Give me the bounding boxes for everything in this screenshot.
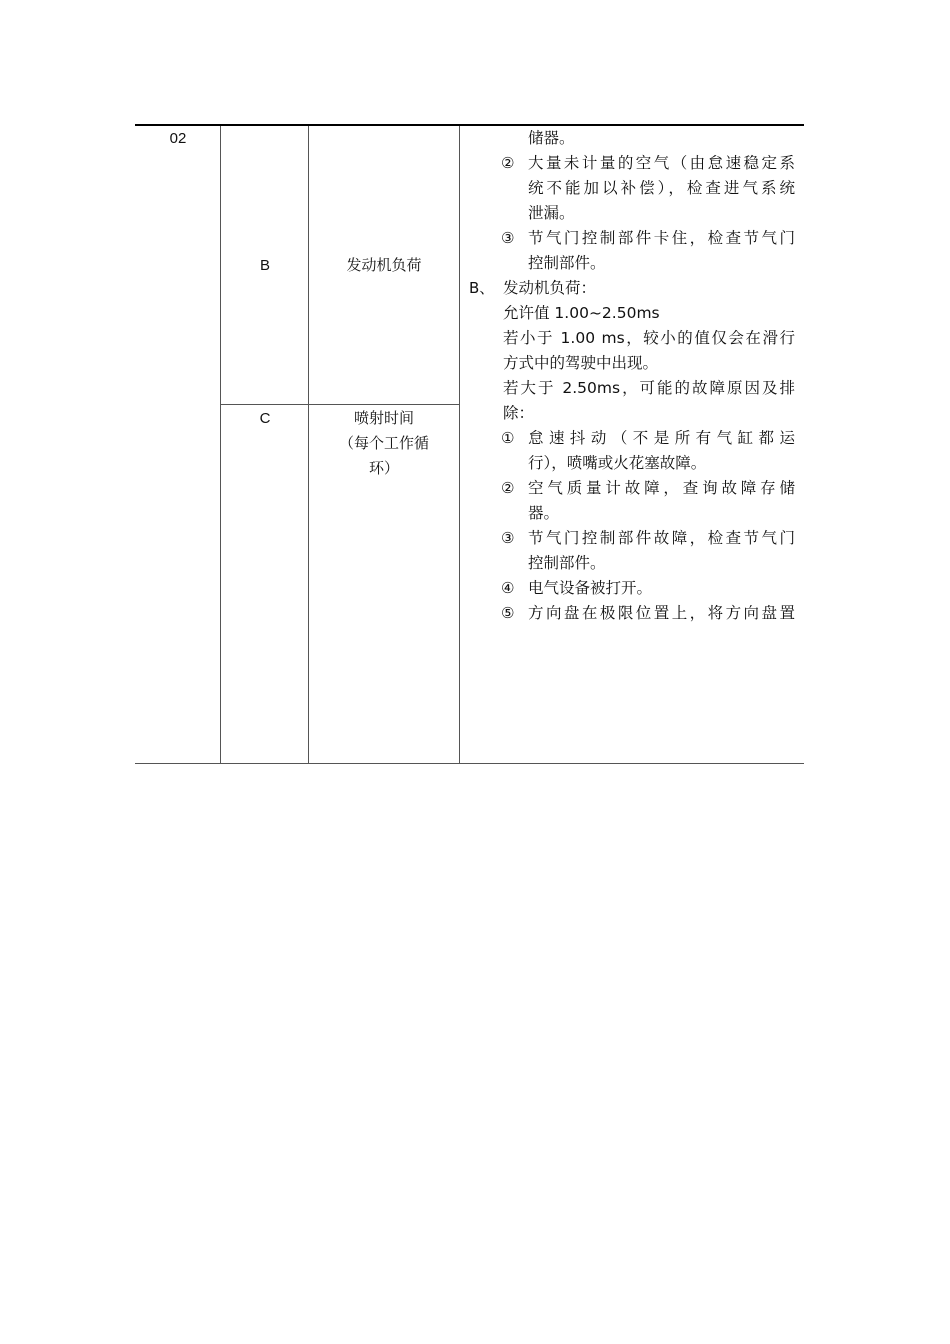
column-divider	[308, 126, 309, 763]
list-marker: ③	[501, 229, 515, 247]
list-marker: ①	[501, 429, 515, 447]
description-line: 储器。	[528, 129, 575, 147]
item-name-c-line: 喷射时间	[353, 409, 414, 427]
item-name-c	[310, 406, 458, 481]
list-marker: ③	[501, 529, 515, 547]
description-line: 方式中的驾驶中出现。	[503, 354, 659, 372]
item-name-c-line: （每个工作循	[338, 434, 429, 452]
column-divider	[459, 126, 460, 763]
description-line: 怠速抖动（不是所有气缸都运	[528, 429, 795, 447]
description-line: 行），喷嘴或火花塞故障。	[528, 454, 707, 472]
description-line: 统不能加以补偿），检查进气系统	[528, 179, 795, 197]
row-number: 02	[169, 130, 187, 147]
description-line: 电气设备被打开。	[528, 579, 653, 597]
description-line: 若小于 1.00 ms，较小的值仅会在滑行	[503, 329, 795, 347]
description-line: 泄漏。	[528, 204, 575, 222]
description-line: 空气质量计故障，查询故障存储	[528, 479, 795, 497]
description-line: 大量未计量的空气（由怠速稳定系	[528, 154, 795, 172]
table-top-rule	[135, 124, 804, 126]
column-divider	[220, 126, 221, 763]
description-line: 允许值 1.00~2.50ms	[503, 304, 660, 322]
list-marker: ②	[501, 479, 515, 497]
row-divider	[220, 404, 460, 405]
description-line: 器。	[528, 504, 560, 522]
list-marker: B、	[469, 279, 495, 297]
description-line: 节气门控制部件卡住，检查节气门	[528, 229, 795, 247]
description-line: 发动机负荷：	[503, 279, 597, 297]
item-code-c: C	[259, 410, 271, 427]
description-line: 节气门控制部件故障，检查节气门	[528, 529, 795, 547]
list-marker: ⑤	[501, 604, 515, 622]
description-line: 方向盘在极限位置上，将方向盘置	[528, 604, 795, 622]
item-name-c-line: 环）	[368, 459, 399, 477]
description-line: 除：	[503, 404, 535, 422]
description-line: 控制部件。	[528, 554, 606, 572]
description-line: 控制部件。	[528, 254, 606, 272]
list-marker: ④	[501, 579, 515, 597]
list-marker: ②	[501, 154, 515, 172]
item-code-b: B	[259, 257, 270, 274]
description-line: 若大于 2.50ms，可能的故障原因及排	[503, 379, 795, 397]
item-name-b: 发动机负荷	[346, 256, 422, 274]
table-bottom-rule	[135, 763, 804, 764]
